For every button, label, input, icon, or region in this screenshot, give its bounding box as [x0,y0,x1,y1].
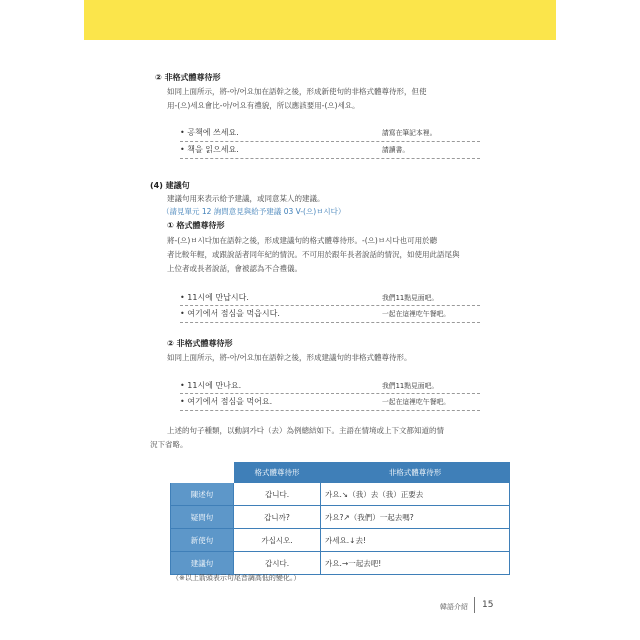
table-header-cell: 格式體尊待形 [234,463,321,483]
example-korean: • 11시에 만나요. [180,381,242,390]
example-korean: • 공책에 쓰세요. [180,128,239,137]
table-cell: 가세요.↓去! [321,529,510,552]
dotted-divider [180,393,480,394]
footer-divider [474,597,475,613]
running-footer-title: 韓語介紹 [440,603,468,611]
example-translation: 我們11點見面吧。 [382,382,439,390]
table-cell: 갑니까? [234,506,321,529]
table-row [171,552,510,575]
table-row [171,529,510,552]
conjugation-table [170,462,510,575]
example-translation: 請寫在筆記本裡。 [382,129,437,137]
body-text: 用-(으)세요會比-아/어요有禮貌，所以應該要用-(으)세요。 [167,101,360,110]
table-row [171,506,510,529]
table-note: （※以上箭頭表示句尾音調高低的變化。） [172,574,301,582]
example-korean: • 여기에서 점심을 먹어요. [180,397,273,406]
section-heading: (4) 建議句 [150,181,190,190]
example-translation: 請讀書。 [382,146,410,154]
example-translation: 一起在這裡吃午餐吧。 [382,310,450,318]
body-text: 上述的句子種類，以動詞가다（去）為例總結如下。主語在情境或上下文都知道的情 [167,426,444,435]
header-color-band [84,0,556,40]
example-translation: 一起在這裡吃午餐吧。 [382,398,450,406]
table-header-row [171,463,510,483]
row-label: 陳述句 [171,483,234,506]
table-cell: 가요.↘（我）去（我）正要去 [321,483,510,506]
example-korean: • 11시에 만납시다. [180,293,249,302]
example-translation: 我們11點見面吧。 [382,294,439,302]
table-cell: 갑니다. [234,483,321,506]
dotted-divider [180,322,480,323]
body-text: 者比較年輕，或跟說話者同年紀的情況。不可用於跟年長者說話的情況，如使用此語尾與 [167,250,460,259]
dotted-divider [180,305,480,306]
row-label: 疑問句 [171,506,234,529]
table-cell: 갑시다. [234,552,321,575]
body-text: 況下省略。 [150,440,188,449]
body-text: 將-(으)ㅂ시다加在語幹之後，形成建議句的格式體尊待形。-(으)ㅂ시다也可用於聽 [167,236,438,245]
subsection-heading: ① 格式體尊待形 [167,221,225,230]
body-text: 如同上面所示，將-아/어요加在語幹之後，形成新使句的非格式體尊待形，但使 [167,87,427,96]
body-text: 上位者或長者說話，會被認為不合禮儀。 [167,264,302,273]
table-cell: 가십시오. [234,529,321,552]
example-korean: • 여기에서 점심을 먹읍시다. [180,309,280,318]
example-korean: • 책을 읽으세요. [180,145,239,154]
cross-reference: （請見單元 12 詢問意見與給予建議 03 V-(으)ㅂ시다） [162,207,346,216]
dotted-divider [180,141,480,142]
row-label: 建議句 [171,552,234,575]
page-number: 15 [482,600,494,610]
table-cell: 가요.→一起去吧! [321,552,510,575]
body-text: 建議句用來表示給予建議，或同意某人的建議。 [167,194,325,203]
table-cell: 가요?↗（我們）一起去嗎? [321,506,510,529]
dotted-divider [180,158,480,159]
section-heading: ② 非格式體尊待形 [155,73,221,82]
body-text: 如同上面所示，將-아/어요加在語幹之後，形成建議句的非格式體尊待形。 [167,353,412,362]
table-row [171,483,510,506]
subsection-heading: ② 非格式體尊待形 [167,339,233,348]
table-header-cell: 非格式體尊待形 [321,463,510,483]
table-header-cell [171,463,234,483]
row-label: 新使句 [171,529,234,552]
dotted-divider [180,410,480,411]
